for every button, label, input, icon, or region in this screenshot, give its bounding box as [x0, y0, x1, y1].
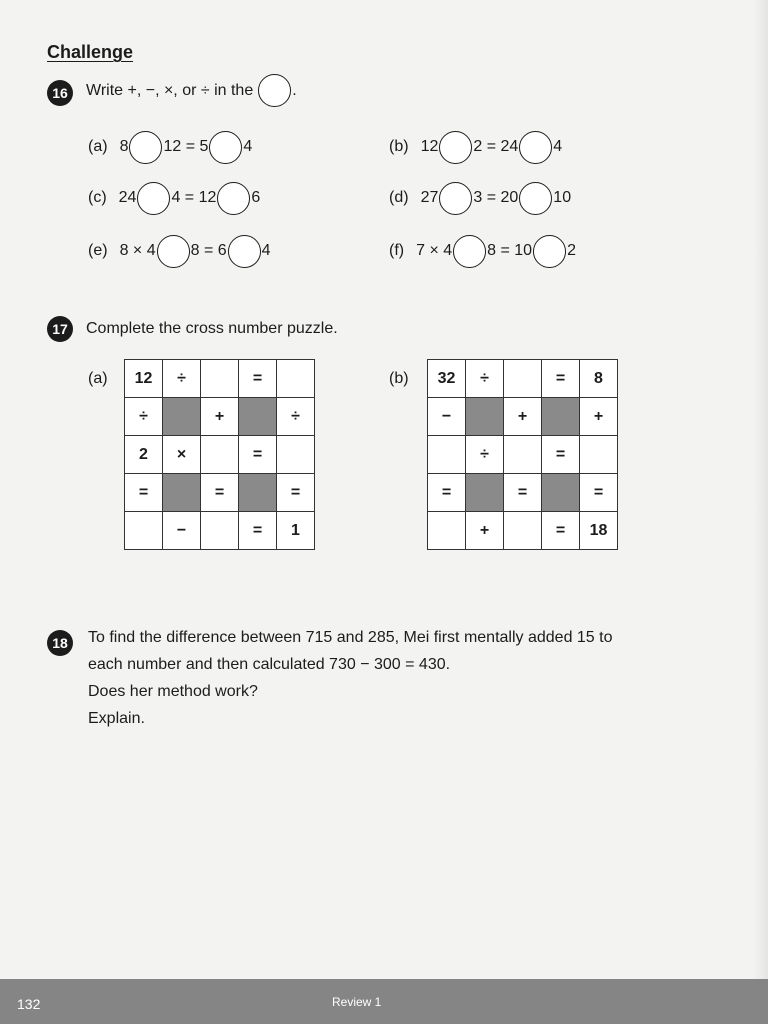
blank-cell[interactable]	[504, 512, 542, 550]
grid-row	[125, 512, 315, 550]
grid-cell: =	[239, 436, 277, 474]
grid-cell: =	[542, 360, 580, 398]
operand: 24	[118, 189, 137, 206]
operand: 8 = 10	[487, 242, 533, 259]
cross-number-grid-b	[427, 359, 618, 550]
page-number: 132	[17, 996, 41, 1012]
answer-circle[interactable]	[533, 235, 566, 268]
grid-cell: ÷	[125, 398, 163, 436]
question-16-instruction	[86, 74, 297, 107]
grid-cell: =	[428, 474, 466, 512]
answer-circle[interactable]	[217, 182, 250, 215]
operand: 2 = 24	[473, 138, 519, 155]
answer-circle[interactable]	[137, 182, 170, 215]
grid-cell: ÷	[466, 360, 504, 398]
grid-cell: =	[239, 512, 277, 550]
blank-cell[interactable]	[428, 512, 466, 550]
shaded-cell	[542, 398, 580, 436]
answer-circle[interactable]	[129, 131, 162, 164]
shaded-cell	[466, 398, 504, 436]
answer-circle[interactable]	[228, 235, 261, 268]
grid-row	[428, 360, 618, 398]
shaded-cell	[239, 398, 277, 436]
equation-f	[389, 231, 576, 271]
operand: 7 × 4	[416, 242, 453, 259]
operand: 12	[420, 138, 439, 155]
shaded-cell	[466, 474, 504, 512]
shaded-cell	[239, 474, 277, 512]
operand: 4 = 12	[171, 189, 217, 206]
grid-cell: 32	[428, 360, 466, 398]
operand: 8 = 6	[190, 242, 227, 259]
answer-circle[interactable]	[519, 131, 552, 164]
question-18-text	[88, 624, 613, 732]
answer-circle[interactable]	[453, 235, 486, 268]
grid-cell: ÷	[277, 398, 315, 436]
grid-cell: +	[201, 398, 239, 436]
answer-circle[interactable]	[209, 131, 242, 164]
grid-cell: 2	[125, 436, 163, 474]
question-18-number: 18	[47, 630, 73, 656]
grid-row	[428, 436, 618, 474]
section-heading: Challenge	[47, 42, 134, 62]
shaded-cell	[163, 398, 201, 436]
question-18-line: Explain.	[88, 710, 145, 727]
equation-label: (b)	[389, 138, 409, 155]
puzzle-a-label: (a)	[88, 370, 108, 387]
grid-cell: +	[580, 398, 618, 436]
operand: 12 = 5	[163, 138, 209, 155]
grid-row	[125, 436, 315, 474]
answer-circle[interactable]	[519, 182, 552, 215]
grid-cell: −	[428, 398, 466, 436]
grid-cell: +	[466, 512, 504, 550]
grid-cell: 1	[277, 512, 315, 550]
grid-cell: ÷	[163, 360, 201, 398]
grid-cell: −	[163, 512, 201, 550]
blank-cell[interactable]	[504, 436, 542, 474]
operand: 27	[420, 189, 439, 206]
shaded-cell	[542, 474, 580, 512]
operand: 4	[261, 242, 271, 259]
grid-row	[125, 474, 315, 512]
shaded-cell	[163, 474, 201, 512]
question-18-line: Does her method work?	[88, 683, 258, 700]
blank-cell[interactable]	[428, 436, 466, 474]
equation-label: (c)	[88, 189, 107, 206]
instruction-text: Write +, −, ×, or ÷ in the	[86, 82, 254, 99]
grid-cell: =	[504, 474, 542, 512]
blank-cell[interactable]	[201, 436, 239, 474]
blank-cell[interactable]	[201, 360, 239, 398]
question-17-instruction: Complete the cross number puzzle.	[86, 320, 338, 337]
answer-circle[interactable]	[439, 131, 472, 164]
section-name: Review 1	[332, 995, 382, 1009]
equation-label: (d)	[389, 189, 409, 206]
equation-b	[389, 127, 562, 167]
operand: 8	[119, 138, 129, 155]
grid-cell: =	[125, 474, 163, 512]
operand: 8 × 4	[119, 242, 156, 259]
grid-cell: 8	[580, 360, 618, 398]
grid-row	[125, 360, 315, 398]
grid-cell: =	[542, 512, 580, 550]
operand: 4	[553, 138, 563, 155]
operand: 10	[553, 189, 572, 206]
instruction-period: .	[292, 82, 297, 99]
blank-cell[interactable]	[277, 436, 315, 474]
grid-cell: =	[201, 474, 239, 512]
equation-label: (a)	[88, 138, 108, 155]
grid-row	[428, 474, 618, 512]
grid-cell: =	[580, 474, 618, 512]
sample-circle	[258, 74, 291, 107]
blank-cell[interactable]	[277, 360, 315, 398]
grid-cell: 12	[125, 360, 163, 398]
question-18-line: To find the difference between 715 and 285, Mei first mentally added 15 to	[88, 629, 613, 646]
operand: 6	[251, 189, 261, 206]
answer-circle[interactable]	[157, 235, 190, 268]
grid-row	[125, 398, 315, 436]
operand: 3 = 20	[473, 189, 519, 206]
blank-cell[interactable]	[580, 436, 618, 474]
footer-bar	[0, 979, 768, 1024]
question-18-line: each number and then calculated 730 − 300 = 430.	[88, 656, 451, 673]
puzzle-b-label: (b)	[389, 370, 409, 387]
equation-e	[88, 231, 271, 271]
question-16-number: 16	[47, 80, 73, 106]
grid-cell: +	[504, 398, 542, 436]
grid-cell: ×	[163, 436, 201, 474]
operand: 4	[243, 138, 253, 155]
grid-cell: =	[239, 360, 277, 398]
blank-cell[interactable]	[125, 512, 163, 550]
equation-label: (e)	[88, 242, 108, 259]
grid-cell: =	[542, 436, 580, 474]
operand: 2	[567, 242, 576, 259]
blank-cell[interactable]	[201, 512, 239, 550]
grid-cell: =	[277, 474, 315, 512]
equation-c	[88, 178, 260, 218]
grid-cell: 18	[580, 512, 618, 550]
equation-label: (f)	[389, 242, 405, 259]
grid-row	[428, 398, 618, 436]
equation-d	[389, 178, 571, 218]
grid-row	[428, 512, 618, 550]
page-edge-shadow	[754, 0, 768, 980]
cross-number-grid-a	[124, 359, 315, 550]
answer-circle[interactable]	[439, 182, 472, 215]
blank-cell[interactable]	[504, 360, 542, 398]
grid-cell: ÷	[466, 436, 504, 474]
question-17-number: 17	[47, 316, 73, 342]
equation-a	[88, 127, 252, 167]
